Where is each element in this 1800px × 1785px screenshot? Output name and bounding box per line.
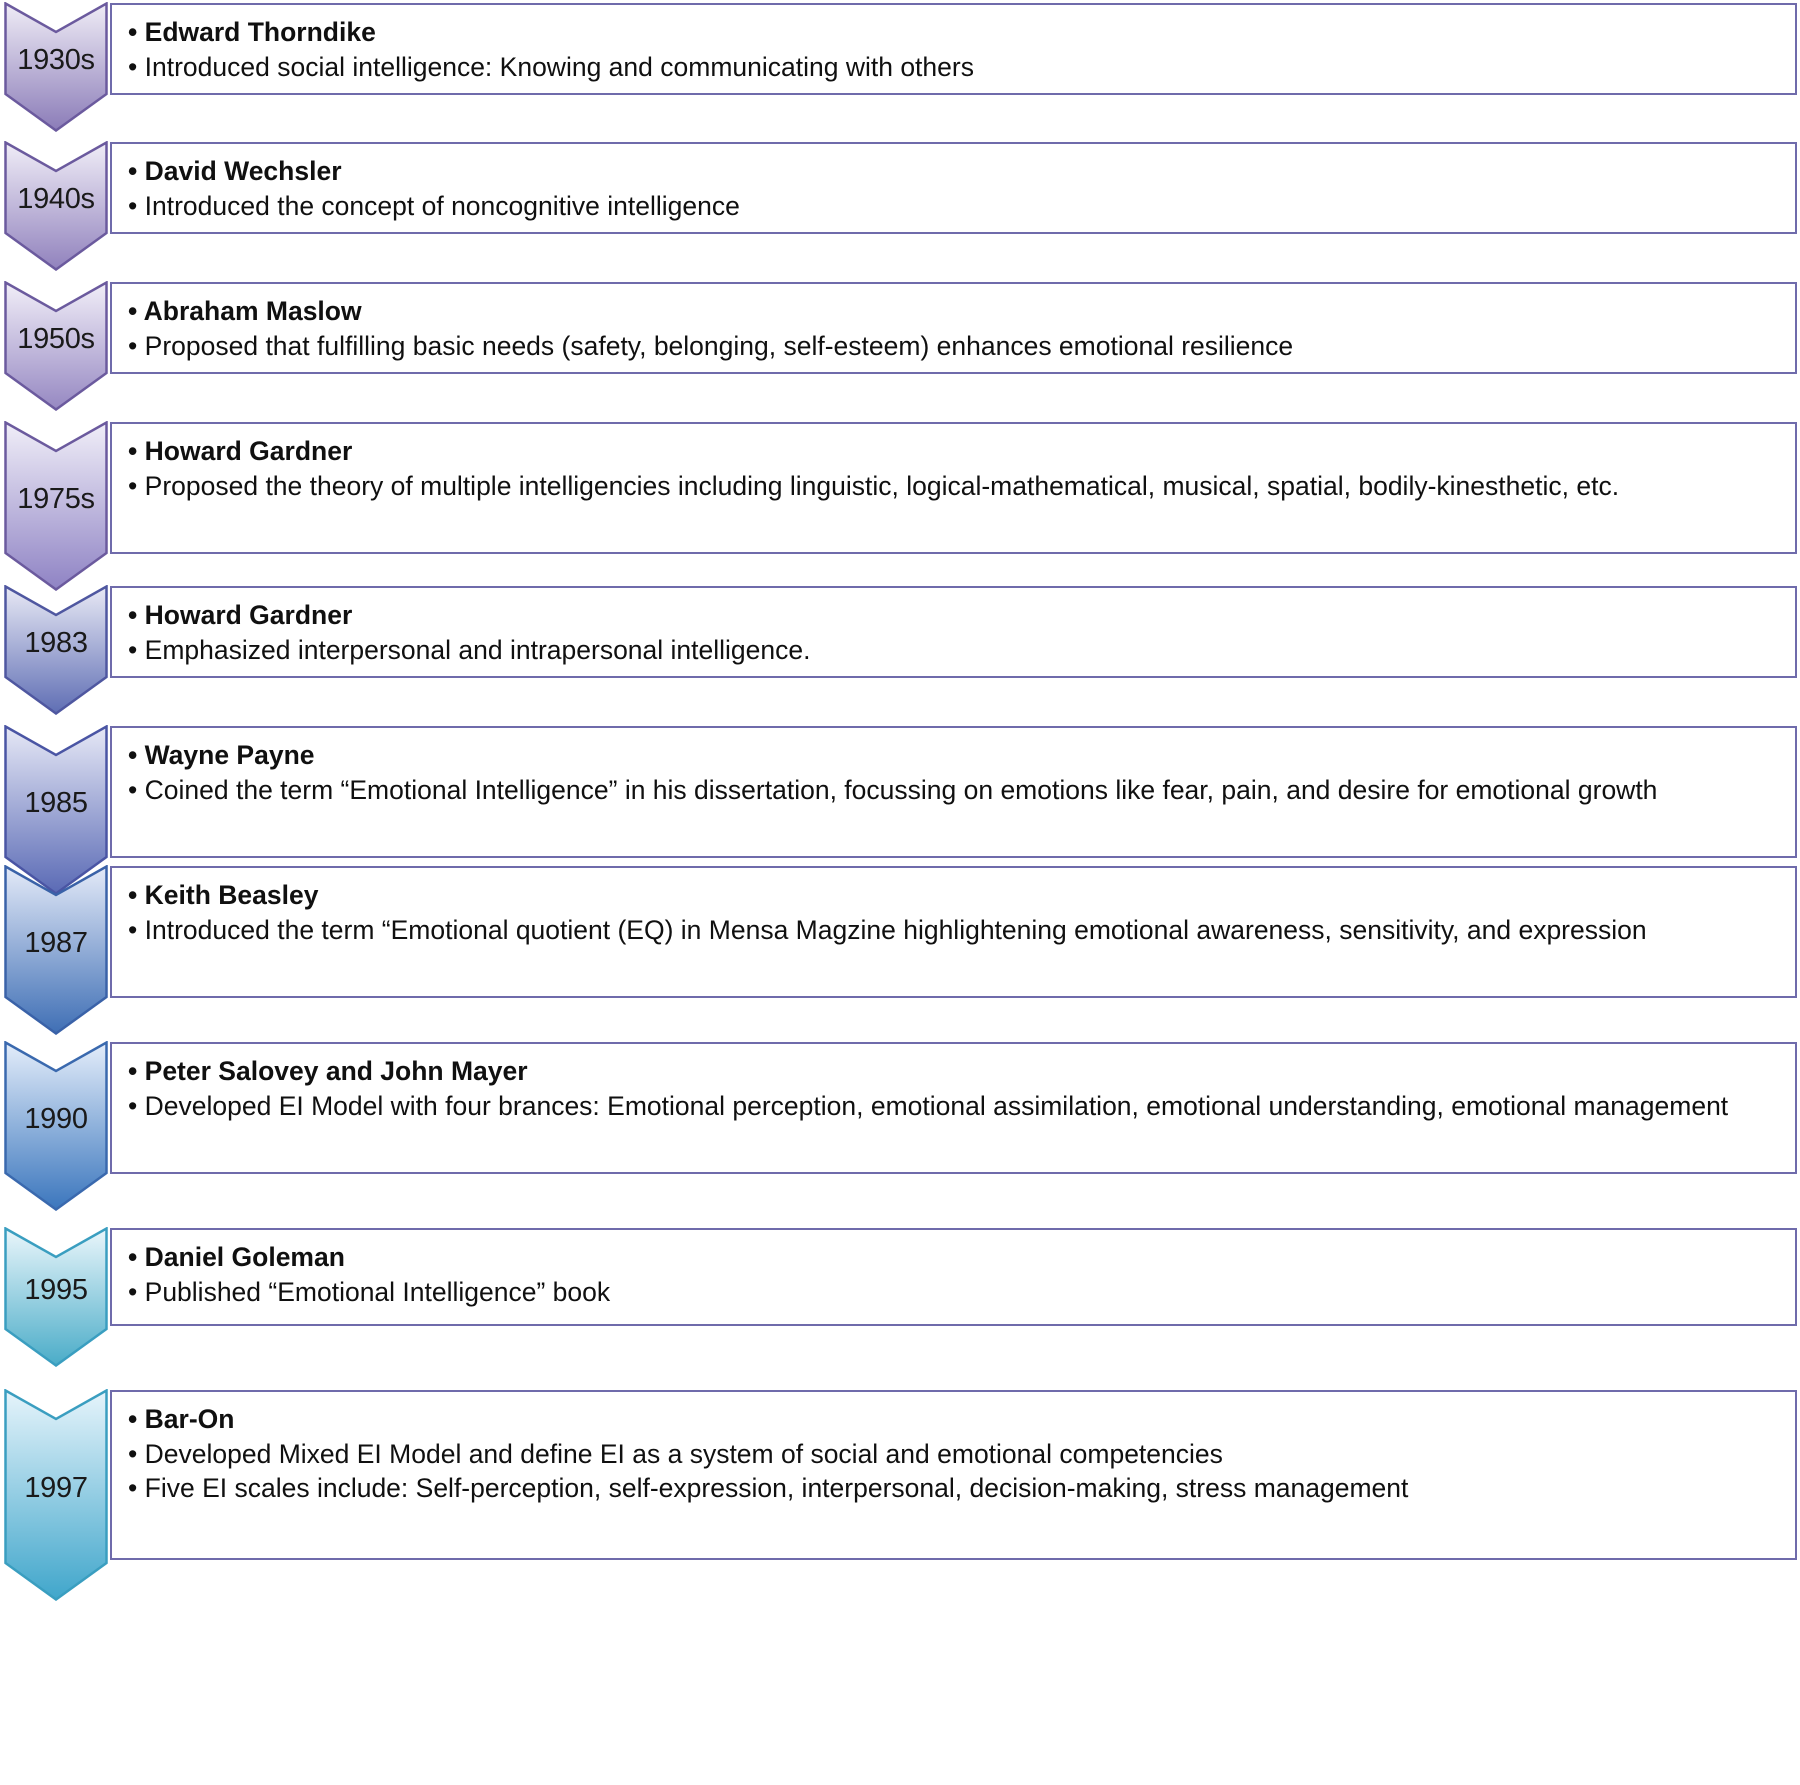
entry-person-name: • Abraham Maslow [128, 296, 362, 326]
entry-detail-bullet: • Introduced the term “Emotional quotient (EQ) in Mensa Magzine highlightening emotional awareness, sensitivity, and expression [128, 914, 1647, 945]
entry-detail-bullet: • Proposed that fulfilling basic needs (safety, belonging, self-esteem) enhances emotional resilience [128, 330, 1294, 361]
year-label: 1995 [24, 1274, 88, 1306]
year-chevron-1997[interactable] [4, 1389, 108, 1601]
year-chevron-1975s[interactable] [4, 421, 108, 591]
timeline-entry-box [110, 3, 1797, 95]
entry-person-name: • David Wechsler [128, 156, 342, 186]
entry-detail-bullet: • Developed Mixed EI Model and define EI as a system of social and emotional competencies [128, 1438, 1223, 1469]
entry-detail-bullet: • Published “Emotional Intelligence” book [128, 1276, 611, 1307]
year-label: 1940s [17, 183, 95, 215]
entry-person-name: • Daniel Goleman [128, 1242, 345, 1272]
timeline-entry-box [110, 282, 1797, 374]
timeline-entry-box [110, 142, 1797, 234]
year-label: 1983 [24, 627, 88, 659]
year-chevron-1940s[interactable] [4, 141, 108, 271]
year-label: 1950s [17, 323, 95, 355]
timeline-entry-box [110, 866, 1797, 998]
entry-person-name: • Keith Beasley [128, 880, 319, 910]
entry-detail-bullet: • Five EI scales include: Self-perception, self-expression, interpersonal, decision-making, stress management [128, 1473, 1409, 1504]
entry-detail-bullet: • Introduced the concept of noncognitive intelligence [128, 190, 740, 221]
year-chevron-1987[interactable] [4, 865, 108, 1035]
entry-person-name: • Howard Gardner [128, 600, 353, 630]
year-label: 1987 [24, 927, 88, 959]
year-label: 1975s [17, 483, 95, 515]
year-chevron-1950s[interactable] [4, 281, 108, 411]
year-chevron-1995[interactable] [4, 1227, 108, 1367]
timeline-entry-box [110, 422, 1797, 554]
year-label: 1990 [24, 1103, 88, 1135]
year-chevron-1990[interactable] [4, 1041, 108, 1211]
entry-detail-bullet: • Coined the term “Emotional Intelligence” in his dissertation, focussing on emotions like fear, pain, and desire for emotional growth [128, 774, 1658, 805]
timeline-entry-box [110, 1390, 1797, 1560]
entry-person-name: • Howard Gardner [128, 436, 353, 466]
entry-person-name: • Peter Salovey and John Mayer [128, 1056, 528, 1086]
entry-detail-bullet: • Developed EI Model with four brances: Emotional perception, emotional assimilation, emotional understanding, emotional management [128, 1090, 1729, 1121]
timeline-entry-box [110, 1228, 1797, 1326]
entry-detail-bullet: • Proposed the theory of multiple intelligencies including linguistic, logical-mathematical, musical, spatial, bodily-kinesthetic, etc. [128, 470, 1620, 501]
year-label: 1985 [24, 787, 88, 819]
entry-person-name: • Bar-On [128, 1404, 235, 1434]
entry-person-name: • Wayne Payne [128, 740, 315, 770]
timeline-entry-box [110, 586, 1797, 678]
year-chevron-1983[interactable] [4, 585, 108, 715]
entry-detail-bullet: • Emphasized interpersonal and intrapersonal intelligence. [128, 634, 811, 665]
timeline-entry-box [110, 1042, 1797, 1174]
year-label: 1930s [17, 44, 95, 76]
timeline-entry-box [110, 726, 1797, 858]
entry-detail-bullet: • Introduced social intelligence: Knowing and communicating with others [128, 51, 974, 82]
entry-person-name: • Edward Thorndike [128, 17, 376, 47]
year-label: 1997 [24, 1472, 88, 1504]
year-chevron-1930s[interactable] [4, 2, 108, 132]
